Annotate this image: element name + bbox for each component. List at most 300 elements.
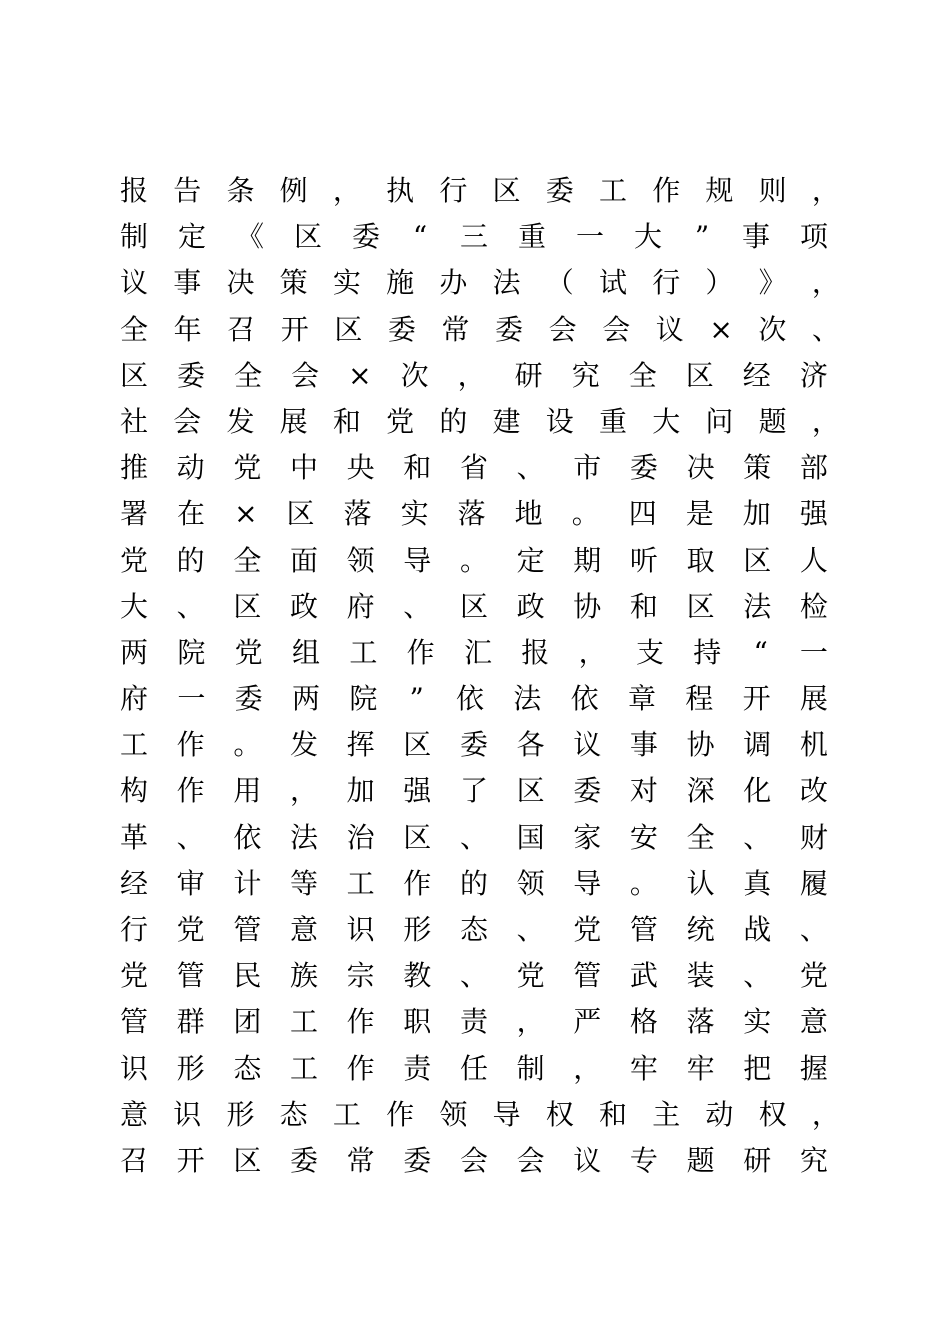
text-char: 用 (233, 774, 262, 808)
text-line (120, 676, 828, 722)
text-char: 动 (705, 1097, 734, 1131)
text-char: 区 (233, 1143, 262, 1177)
text-char: 央 (346, 451, 375, 485)
text-char: “ (753, 635, 768, 669)
text-char: 题 (686, 1143, 715, 1177)
text-line (120, 538, 828, 584)
text-char: 全 (686, 820, 715, 854)
text-char: 党 (120, 959, 149, 993)
text-char: 工 (332, 1097, 361, 1131)
text-char: 区 (459, 589, 488, 623)
text-char: 工 (598, 174, 627, 207)
text-char: 区 (120, 358, 149, 392)
text-line (120, 353, 828, 399)
text-line (120, 815, 828, 861)
text-char: 次 (758, 312, 787, 346)
text-char: 区 (492, 174, 521, 207)
text-char: × (348, 358, 372, 392)
text-char: 程 (685, 682, 714, 716)
text-char: ， (332, 174, 361, 207)
text-char: 建 (492, 404, 521, 438)
text-line (120, 1092, 840, 1138)
text-char: 党 (516, 959, 545, 993)
text-char: 教 (403, 959, 432, 993)
text-char: 化 (743, 774, 772, 808)
text-char: 报 (521, 635, 550, 669)
text-char: 委 (234, 682, 263, 716)
text-char: ， (578, 635, 607, 669)
text-char: 党 (233, 451, 262, 485)
text-char: 会 (548, 312, 577, 346)
text-line (120, 168, 840, 214)
text-char: 党 (573, 913, 602, 946)
text-char: 行 (439, 174, 468, 207)
text-char: 识 (346, 913, 375, 946)
text-char: 的 (439, 404, 468, 438)
text-char: 济 (799, 358, 828, 392)
text-char: 的 (459, 866, 488, 900)
text-char: 区 (685, 358, 714, 392)
text-char: 落 (343, 497, 372, 531)
text-line (120, 399, 840, 445)
text-char: 经 (120, 866, 149, 900)
text-char: 态 (279, 1097, 308, 1131)
text-char: 党 (386, 404, 415, 438)
text-char: 依 (455, 682, 484, 716)
text-line (120, 307, 840, 353)
text-char: 协 (573, 589, 602, 623)
text-char: 握 (799, 1051, 828, 1085)
text-char: 问 (705, 404, 734, 438)
text-char: 、 (799, 913, 828, 946)
text-char: 、 (459, 959, 488, 993)
text-char: 重 (517, 220, 546, 254)
text-char: 宗 (346, 959, 375, 993)
text-char: 改 (799, 774, 828, 808)
text-char: 调 (743, 728, 772, 762)
text-char: ， (811, 174, 840, 207)
text-char: 装 (686, 959, 715, 993)
text-char: 召 (120, 1143, 149, 1177)
text-char: ， (457, 358, 486, 392)
text-char: ） (705, 266, 734, 300)
text-char: 部 (799, 451, 828, 485)
text-char: 态 (233, 1051, 262, 1085)
text-char: 统 (686, 913, 715, 946)
text-char: 两 (291, 682, 320, 716)
text-char: 委 (573, 774, 602, 808)
text-char: 作 (176, 728, 205, 762)
text-char: 作 (403, 866, 432, 900)
text-char: 计 (233, 866, 262, 900)
text-line (120, 445, 828, 491)
text-char: 构 (120, 774, 149, 808)
text-char: 市 (573, 451, 602, 485)
text-line (120, 722, 828, 768)
text-char: 形 (403, 913, 432, 946)
text-char: × (709, 312, 733, 346)
text-char: 。 (629, 866, 658, 900)
text-line (120, 999, 828, 1045)
text-char: 党 (176, 913, 205, 946)
text-char: 委 (387, 312, 416, 346)
text-line (120, 953, 828, 999)
text-char: 实 (332, 266, 361, 300)
text-char: 四 (628, 497, 657, 531)
text-char: 条 (226, 174, 255, 207)
text-char: 和 (598, 1097, 627, 1131)
text-char: 职 (403, 1005, 432, 1039)
text-char: 落 (457, 497, 486, 531)
text-char: ， (811, 404, 840, 438)
text-char: 依 (570, 682, 599, 716)
text-char: 动 (176, 451, 205, 485)
text-char: 章 (627, 682, 656, 716)
text-char: 工 (120, 728, 149, 762)
text-char: 定 (516, 543, 545, 577)
text-line (120, 214, 828, 260)
text-line (120, 907, 828, 953)
text-char: ， (289, 774, 318, 808)
text-line (120, 1046, 828, 1092)
text-char: 治 (346, 820, 375, 854)
text-char: 战 (743, 913, 772, 946)
text-char: 导 (492, 1097, 521, 1131)
text-char: 的 (176, 543, 205, 577)
text-line (120, 491, 828, 537)
text-char: ， (516, 1005, 545, 1039)
text-char: 作 (652, 174, 681, 207)
text-char: 开 (176, 1143, 205, 1177)
text-char: 族 (289, 959, 318, 993)
text-char: 议 (655, 312, 684, 346)
text-char: 、 (176, 589, 205, 623)
text-char: 委 (629, 451, 658, 485)
text-char: 团 (233, 1005, 262, 1039)
text-char: 会 (173, 404, 202, 438)
text-char: 等 (289, 866, 318, 900)
text-char: 事 (173, 266, 202, 300)
text-char: 府 (120, 682, 149, 716)
text-char: 全 (234, 358, 263, 392)
text-char: 办 (439, 266, 468, 300)
text-char: 作 (176, 774, 205, 808)
text-char: 武 (629, 959, 658, 993)
text-char: 会 (516, 1143, 545, 1177)
text-char: 院 (349, 682, 378, 716)
text-char: 人 (799, 543, 828, 577)
text-char: 导 (573, 866, 602, 900)
text-char: 一 (177, 682, 206, 716)
text-char: 听 (629, 543, 658, 577)
text-char: 、 (811, 312, 840, 346)
text-char: 工 (289, 1005, 318, 1039)
text-char: 、 (516, 451, 545, 485)
text-char: 省 (459, 451, 488, 485)
text-char: 面 (289, 543, 318, 577)
text-char: 实 (743, 1005, 772, 1039)
text-char: 决 (686, 451, 715, 485)
text-char: 展 (279, 404, 308, 438)
text-char: 策 (743, 451, 772, 485)
text-char: 、 (459, 820, 488, 854)
text-char: 作 (346, 1005, 375, 1039)
text-char: 管 (176, 959, 205, 993)
text-line (120, 260, 840, 306)
text-char: 履 (799, 866, 828, 900)
text-char: 区 (334, 312, 363, 346)
text-char: 和 (403, 451, 432, 485)
text-char: 院 (177, 635, 206, 669)
text-char: 机 (799, 728, 828, 762)
text-char: 党 (120, 543, 149, 577)
text-char: 全 (233, 543, 262, 577)
text-char: 区 (743, 543, 772, 577)
text-char: 依 (233, 820, 262, 854)
text-char: 责 (459, 1005, 488, 1039)
text-char: 。 (571, 497, 600, 531)
text-char: 认 (686, 866, 715, 900)
text-char: 推 (120, 451, 149, 485)
text-char: × (234, 497, 258, 531)
text-char: 开 (742, 682, 771, 716)
text-char: 委 (545, 174, 574, 207)
text-char: 形 (226, 1097, 255, 1131)
text-char: 例 (279, 174, 308, 207)
text-char: 权 (758, 1097, 787, 1131)
text-char: 主 (652, 1097, 681, 1131)
text-char: 委 (495, 312, 524, 346)
text-char: 发 (289, 728, 318, 762)
text-char: 委 (352, 220, 381, 254)
text-char: 《 (236, 220, 265, 254)
text-char: 委 (177, 358, 206, 392)
text-char: 委 (459, 728, 488, 762)
text-line (120, 1138, 828, 1184)
text-char: 策 (279, 266, 308, 300)
text-char: 作 (346, 1051, 375, 1085)
text-char: ， (811, 1097, 840, 1131)
text-char: 会 (291, 358, 320, 392)
text-char: 大 (120, 589, 149, 623)
text-char: 任 (459, 1051, 488, 1085)
text-char: （ (545, 266, 574, 300)
text-char: 研 (514, 358, 543, 392)
text-char: 持 (693, 635, 722, 669)
text-char: 意 (120, 1097, 149, 1131)
text-char: 常 (441, 312, 470, 346)
text-char: 究 (799, 1143, 828, 1177)
text-char: 、 (516, 913, 545, 946)
text-char: 、 (176, 820, 205, 854)
text-line (120, 630, 828, 676)
text-char: 牢 (686, 1051, 715, 1085)
text-char: 三 (459, 220, 488, 254)
text-char: 展 (799, 682, 828, 716)
text-char: 管 (629, 913, 658, 946)
text-char: 和 (629, 589, 658, 623)
text-char: 开 (280, 312, 309, 346)
text-char: 经 (742, 358, 771, 392)
text-char: 规 (705, 174, 734, 207)
text-char: 党 (234, 635, 263, 669)
text-char: 深 (686, 774, 715, 808)
text-char: 定 (178, 220, 207, 254)
text-char: 议 (573, 1143, 602, 1177)
text-char: 落 (686, 1005, 715, 1039)
text-char: 府 (346, 589, 375, 623)
text-char: 区 (233, 589, 262, 623)
text-char: 管 (120, 1005, 149, 1039)
text-char: 事 (741, 220, 770, 254)
text-char: 区 (516, 774, 545, 808)
text-char: 权 (545, 1097, 574, 1131)
text-char: 加 (346, 774, 375, 808)
text-char: 次 (400, 358, 429, 392)
text-char: 意 (289, 913, 318, 946)
text-char: 革 (120, 820, 149, 854)
text-char: 制 (516, 1051, 545, 1085)
text-char: 严 (573, 1005, 602, 1039)
text-char: 项 (799, 220, 828, 254)
text-char: 检 (799, 589, 828, 623)
text-char: 汇 (463, 635, 492, 669)
text-char: 各 (516, 728, 545, 762)
text-char: ， (811, 266, 840, 300)
text-char: 告 (173, 174, 202, 207)
text-char: 作 (386, 1097, 415, 1131)
text-char: 在 (177, 497, 206, 531)
text-char: 一 (575, 220, 604, 254)
text-char: 国 (516, 820, 545, 854)
text-line (120, 768, 828, 814)
text-char: 把 (743, 1051, 772, 1085)
text-char: ” (409, 682, 424, 716)
text-line (120, 861, 828, 907)
text-char: 格 (629, 1005, 658, 1039)
text-char: 识 (173, 1097, 202, 1131)
text-char: 全 (120, 312, 149, 346)
text-char: 》 (758, 266, 787, 300)
text-char: 区 (403, 728, 432, 762)
text-char: 法 (743, 589, 772, 623)
text-char: 、 (743, 959, 772, 993)
text-char: “ (412, 220, 428, 254)
text-char: 和 (332, 404, 361, 438)
text-char: 行 (652, 266, 681, 300)
text-char: 工 (349, 635, 378, 669)
text-char: 区 (403, 820, 432, 854)
text-line (120, 584, 828, 630)
text-char: 审 (176, 866, 205, 900)
text-char: 中 (289, 451, 318, 485)
text-char: 事 (629, 728, 658, 762)
text-char: 领 (516, 866, 545, 900)
text-char: 安 (629, 820, 658, 854)
text-char: 管 (233, 913, 262, 946)
text-char: 行 (120, 913, 149, 946)
text-char: 。 (233, 728, 262, 762)
text-char: 委 (403, 1143, 432, 1177)
text-char: 工 (346, 866, 375, 900)
text-char: 、 (743, 820, 772, 854)
text-char: 。 (459, 543, 488, 577)
text-char: 大 (652, 404, 681, 438)
text-char: 民 (233, 959, 262, 993)
text-char: 区 (286, 497, 315, 531)
text-char: 强 (799, 497, 828, 531)
text-char: 加 (742, 497, 771, 531)
text-char: 署 (120, 497, 149, 531)
text-char: 全 (628, 358, 657, 392)
text-char: ， (573, 1051, 602, 1085)
text-char: 真 (743, 866, 772, 900)
text-char: 了 (459, 774, 488, 808)
text-char: 一 (799, 635, 828, 669)
text-char: 群 (176, 1005, 205, 1039)
text-char: 协 (686, 728, 715, 762)
text-char: 常 (346, 1143, 375, 1177)
text-char: 作 (406, 635, 435, 669)
text-char: 召 (227, 312, 256, 346)
text-char: 组 (291, 635, 320, 669)
text-char: 期 (573, 543, 602, 577)
body-text (120, 168, 860, 1184)
text-char: 地 (514, 497, 543, 531)
text-char: ” (694, 220, 710, 254)
text-char: 强 (403, 774, 432, 808)
text-char: 是 (685, 497, 714, 531)
text-char: 法 (513, 682, 542, 716)
text-char: 施 (386, 266, 415, 300)
text-char: 责 (403, 1051, 432, 1085)
text-char: 则 (758, 174, 787, 207)
text-char: 对 (629, 774, 658, 808)
text-char: 管 (573, 959, 602, 993)
text-char: 议 (573, 728, 602, 762)
text-char: 报 (120, 174, 149, 207)
text-char: 支 (635, 635, 664, 669)
text-char: 意 (799, 1005, 828, 1039)
text-char: 法 (492, 266, 521, 300)
text-char: 党 (799, 959, 828, 993)
text-char: 究 (571, 358, 600, 392)
text-char: 会 (459, 1143, 488, 1177)
text-char: 工 (289, 1051, 318, 1085)
text-char: 家 (573, 820, 602, 854)
text-char: 识 (120, 1051, 149, 1085)
text-char: 区 (294, 220, 323, 254)
text-char: 取 (686, 543, 715, 577)
text-char: 试 (598, 266, 627, 300)
text-char: 执 (386, 174, 415, 207)
text-char: 态 (459, 913, 488, 946)
text-char: 设 (545, 404, 574, 438)
text-char: 大 (633, 220, 662, 254)
text-char: 制 (120, 220, 149, 254)
text-char: 决 (226, 266, 255, 300)
text-char: 专 (629, 1143, 658, 1177)
text-char: 研 (743, 1143, 772, 1177)
text-char: 委 (289, 1143, 318, 1177)
text-char: 形 (176, 1051, 205, 1085)
text-char: 政 (516, 589, 545, 623)
text-char: 重 (598, 404, 627, 438)
text-char: 领 (439, 1097, 468, 1131)
text-char: 法 (289, 820, 318, 854)
text-char: 议 (120, 266, 149, 300)
text-char: 领 (346, 543, 375, 577)
